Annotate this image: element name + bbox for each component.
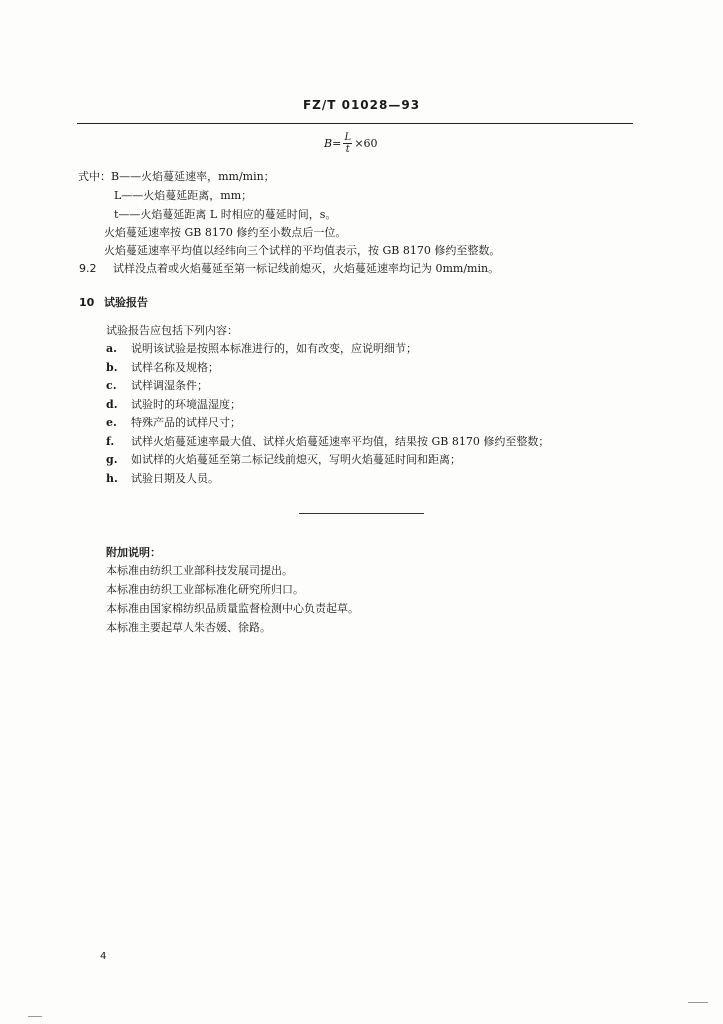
section-10-title: 试验报告 [104, 296, 148, 309]
appendix-title: 附加说明： [106, 546, 161, 559]
report-item-mark: d. [106, 398, 118, 411]
section-9-2-text: 试样没点着或火焰蔓延至第一标记线前熄灭，火焰蔓延速率均记为 0mm/min。 [113, 262, 500, 275]
definition-l: L——火焰蔓延距离，mm； [114, 189, 253, 202]
definition-b: 式中：B——火焰蔓延速率，mm/min； [78, 170, 275, 183]
definition-t: t——火焰蔓延距离 L 时相应的蔓延时间，s。 [114, 208, 337, 221]
formula [324, 132, 378, 155]
report-item-text: 试样调湿条件； [131, 379, 208, 392]
report-item-text: 试样名称及规格； [131, 361, 219, 374]
report-item-mark: c. [106, 379, 117, 392]
report-item-mark: f. [106, 435, 115, 448]
page-number: 4 [100, 951, 107, 962]
formula-numerator: L [344, 132, 352, 143]
report-item-text: 说明该试验是按照本标准进行的，如有改变，应说明细节； [131, 342, 417, 355]
report-item-text: 试验时的环境温湿度； [131, 398, 241, 411]
section-10-number: 10 [79, 296, 95, 309]
paragraph-average: 火焰蔓延速率平均值以经纬向三个试样的平均值表示，按 GB 8170 修约至整数。 [104, 244, 501, 257]
report-item-mark: e. [106, 416, 117, 429]
formula-lhs: B= [324, 137, 342, 150]
header-rule [77, 123, 633, 124]
scan-edge-mark [28, 1016, 42, 1017]
formula-rhs: ×60 [354, 137, 378, 150]
formula-denominator: t [345, 144, 350, 155]
scan-edge-mark [688, 1002, 708, 1003]
report-item-mark: g. [106, 453, 118, 466]
report-item-text: 试样火焰蔓延速率最大值、试样火焰蔓延速率平均值，结果按 GB 8170 修约至整数； [131, 435, 550, 448]
report-intro: 试验报告应包括下列内容： [106, 324, 238, 337]
report-item-mark: b. [106, 361, 118, 374]
appendix-line: 本标准由纺织工业部标准化研究所归口。 [106, 583, 304, 596]
report-item-mark: h. [106, 472, 118, 485]
appendix-line: 本标准由纺织工业部科技发展司提出。 [106, 564, 293, 577]
report-item-text: 如试样的火焰蔓延至第二标记线前熄灭，写明火焰蔓延时间和距离； [131, 453, 461, 466]
paragraph-rounding: 火焰蔓延速率按 GB 8170 修约至小数点后一位。 [104, 226, 347, 239]
report-item-mark: a. [106, 342, 117, 355]
appendix-line: 本标准主要起草人朱杏媛、徐路。 [106, 621, 271, 634]
report-item-text: 特殊产品的试样尺寸； [131, 416, 241, 429]
appendix-line: 本标准由国家棉纺织品质量监督检测中心负责起草。 [106, 602, 359, 615]
end-rule [299, 513, 424, 514]
standard-code-header: FZ/T 01028—93 [302, 98, 421, 112]
formula-fraction [343, 132, 352, 155]
report-item-text: 试验日期及人员。 [131, 472, 219, 485]
section-9-2-number: 9.2 [79, 262, 97, 275]
